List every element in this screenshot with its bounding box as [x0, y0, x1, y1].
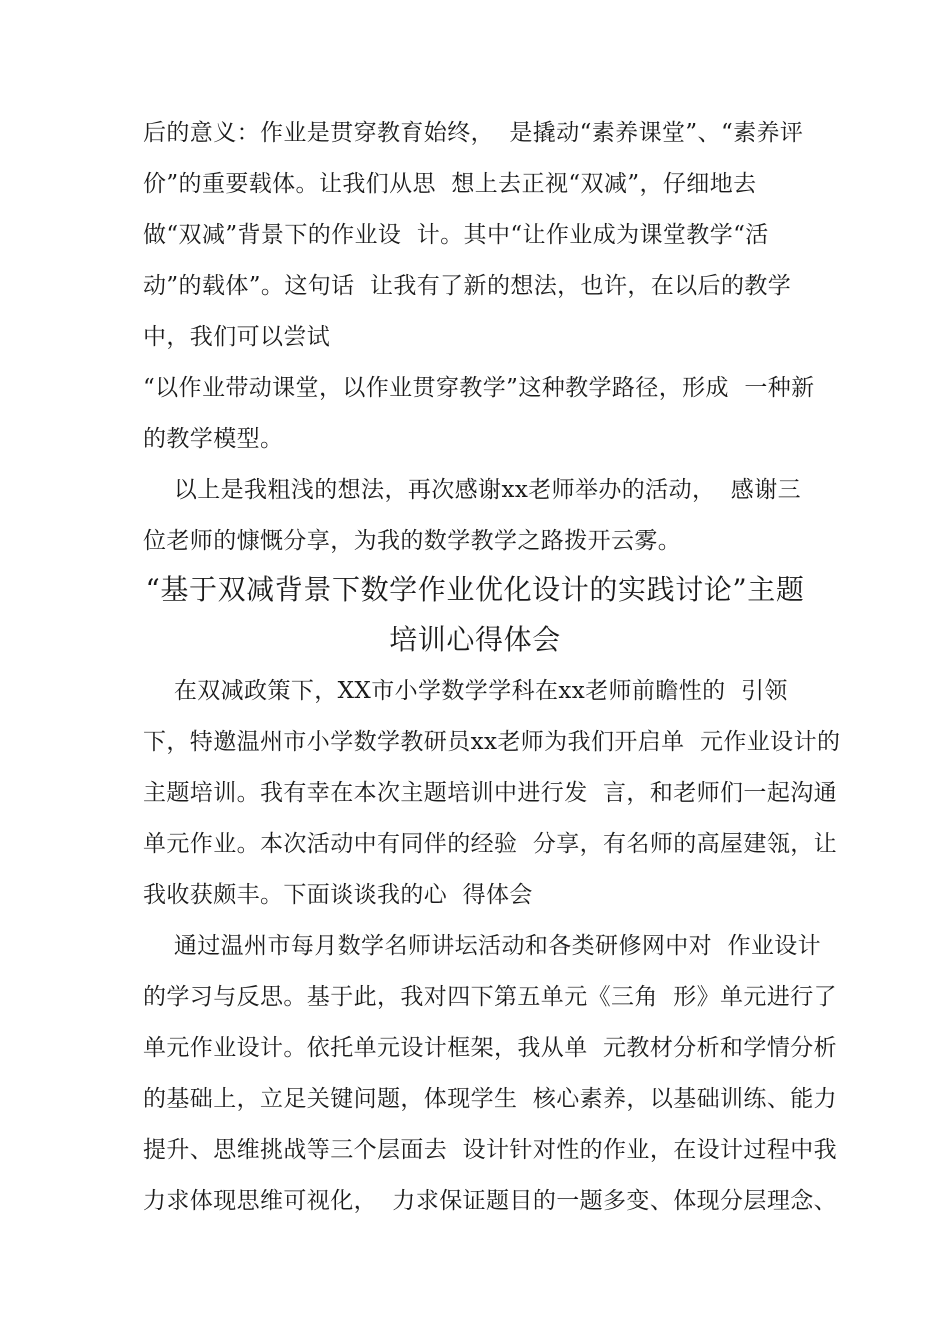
text-line: 我收获颇丰。下面谈谈我的心 得体会 [143, 882, 533, 908]
text-line: 下，特邀温州市小学数学教研员xx老师为我们开启单 元作业设计的 [143, 729, 841, 755]
title-line: “基于双减背景下数学作业优化设计的实践讨论”主题 [145, 573, 805, 606]
text-line: 通过温州市每月数学名师讲坛活动和各类研修网中对 作业设计 [143, 933, 822, 959]
text-line: 后的意义：作业是贯穿教育始终， 是撬动“素养课堂”、“素养评 [143, 120, 804, 146]
title-line: 培训心得体会 [389, 623, 561, 656]
text-line: 在双减政策下，XX市小学数学学科在xx老师前瞻性的 引领 [143, 678, 788, 704]
text-line: 中，我们可以尝试 [143, 324, 331, 350]
text-line: 提升、思维挑战等三个层面去 设计针对性的作业，在设计过程中我 [143, 1137, 838, 1163]
text-line: 单元作业。本次活动中有同伴的经验 分享，有名师的高屋建瓴，让 [143, 831, 838, 857]
text-line: 价”的重要载体。让我们从思 想上去正视“双减”，仔细地去 [143, 171, 757, 197]
text-line: 主题培训。我有幸在本次主题培训中进行发 言，和老师们一起沟通 [143, 780, 838, 806]
text-line: 动”的载体”。这句话 让我有了新的想法，也许，在以后的教学 [143, 273, 792, 299]
text-line: 位老师的慷慨分享，为我的数学教学之路拨开云雾。 [143, 528, 682, 554]
text-line: 力求体现思维可视化， 力求保证题目的一题多变、体现分层理念、 [143, 1188, 838, 1214]
text-line: 的学习与反思。基于此，我对四下第五单元《三角 形》单元进行了 [143, 984, 838, 1010]
text-line: 单元作业设计。依托单元设计框架，我从单 元教材分析和学情分析 [143, 1035, 838, 1061]
text-line: 做“双减”背景下的作业设 计。其中“让作业成为课堂教学“活 [143, 222, 769, 248]
text-line: 以上是我粗浅的想法，再次感谢xx老师举办的活动， 感谢三 [143, 477, 802, 503]
text-line: “以作业带动课堂，以作业贯穿教学”这种教学路径，形成 一种新 [143, 375, 815, 401]
text-line: 的基础上，立足关键问题，体现学生 核心素养，以基础训练、能力 [143, 1086, 838, 1112]
text-line: 的教学模型。 [143, 426, 284, 452]
